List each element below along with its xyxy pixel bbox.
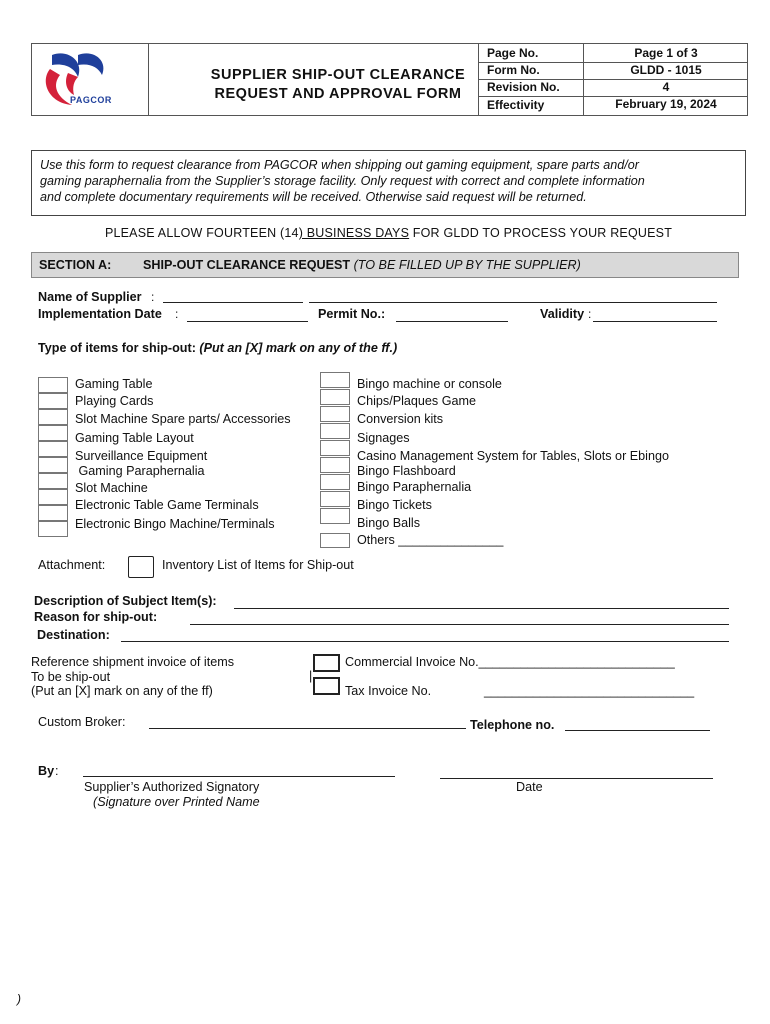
page-no-label: Page No. [487, 46, 539, 60]
checkbox-etg-terminals[interactable] [38, 489, 68, 505]
destination-label: Destination: [37, 628, 110, 642]
checkbox-playing-cards[interactable] [38, 393, 68, 409]
intro-line: Use this form to request clearance from PAGCOR when shipping out gaming equipment, spare parts and/or [40, 158, 639, 172]
checkbox-slot-spare-parts[interactable] [38, 409, 68, 425]
description-label: Description of Subject Item(s): [34, 594, 217, 608]
custom-broker-label: Custom Broker: [38, 715, 126, 729]
checkbox-bingo-balls[interactable] [320, 508, 350, 524]
checkbox-slot-machine[interactable] [38, 473, 68, 489]
item-label-gaming-paraphernalia: Gaming Paraphernalia [75, 464, 205, 478]
item-label-bingo-flashboard: Bingo Flashboard [357, 464, 456, 478]
supplier-name-field-cont[interactable] [309, 302, 717, 303]
page-no-value: Page 1 of 3 [634, 46, 698, 60]
attachment-text: Inventory List of Items for Ship-out [162, 558, 354, 572]
reason-label: Reason for ship-out: [34, 610, 158, 624]
item-label-table-layout: Gaming Table Layout [75, 431, 194, 445]
notice-underlined: ) BUSINESS DAYS [298, 226, 410, 240]
commercial-invoice-checkbox[interactable] [313, 654, 340, 672]
tax-invoice-checkbox[interactable] [313, 677, 340, 695]
checkbox-casino-mgmt[interactable] [320, 440, 350, 456]
item-label-chips-plaques: Chips/Plaques Game [357, 394, 477, 408]
attachment-label: Attachment: [38, 558, 106, 572]
item-type-note: (Put an [X] mark on any of the ff.) [195, 341, 398, 355]
tax-invoice-label: Tax Invoice No. [345, 684, 432, 698]
item-type-title: Type of items for ship-out: [38, 341, 196, 355]
checkbox-bingo-tickets[interactable] [320, 491, 350, 507]
destination-field[interactable] [121, 641, 729, 642]
checkbox-left-extra[interactable] [38, 521, 68, 537]
invoice-instruction: To be ship-out [31, 670, 111, 684]
header-table [31, 43, 748, 116]
supplier-name-label: Name of Supplier [38, 290, 142, 304]
field-colon: : [151, 290, 155, 304]
implementation-date-field[interactable] [187, 321, 308, 322]
supplier-name-field[interactable] [163, 302, 303, 303]
custom-broker-field[interactable] [149, 728, 466, 729]
section-a-note: (TO BE FILLED UP BY THE SUPPLIER) [350, 258, 581, 272]
checkbox-chips-plaques[interactable] [320, 389, 350, 405]
signature-note: (Signature over Printed Name [93, 795, 260, 809]
by-label: By [38, 764, 55, 778]
form-title [182, 66, 494, 104]
description-field[interactable] [234, 608, 729, 609]
item-label-bingo-machine: Bingo machine or console [357, 377, 502, 391]
item-label-bingo-balls: Bingo Balls [357, 516, 421, 530]
validity-label: Validity [540, 307, 585, 321]
section-a-title: SHIP-OUT CLEARANCE REQUEST [143, 258, 351, 272]
date-label: Date [516, 780, 543, 794]
item-label-signages: Signages [357, 431, 410, 445]
item-label-slot-spare-parts: Slot Machine Spare parts/ Accessories [75, 412, 291, 426]
item-label-bingo-tickets: Bingo Tickets [357, 498, 432, 512]
field-colon: : [588, 307, 592, 321]
item-label-playing-cards: Playing Cards [75, 394, 154, 408]
checkbox-others[interactable] [320, 533, 350, 548]
item-type-label [38, 341, 397, 355]
checkbox-signages[interactable] [320, 423, 350, 439]
commercial-invoice-label: Commercial Invoice No.____________________________ [345, 655, 675, 669]
item-label-gaming-table: Gaming Table [75, 377, 153, 391]
header-divider [148, 44, 149, 115]
checkbox-bingo-machine[interactable] [320, 372, 350, 388]
checkbox-bingo-paraphernalia[interactable] [320, 474, 350, 490]
permit-no-field[interactable] [396, 321, 508, 322]
telephone-field[interactable] [565, 730, 710, 731]
section-a-bar [31, 252, 739, 278]
item-label-surveillance: Surveillance Equipment [75, 449, 208, 463]
implementation-date-label: Implementation Date [38, 307, 162, 321]
item-label-conversion-kits: Conversion kits [357, 412, 444, 426]
notice-text: FOR GLDD TO PROCESS YOUR REQUEST [409, 226, 673, 240]
validity-field[interactable] [593, 321, 717, 322]
form-title-line1: SUPPLIER SHIP-OUT CLEARANCE [210, 67, 466, 83]
invoice-instruction: (Put an [X] mark on any of the ff) [31, 684, 213, 698]
form-no-label: Form No. [487, 63, 540, 77]
effectivity-label: Effectivity [487, 98, 545, 112]
permit-no-label: Permit No.: [318, 307, 386, 321]
form-no-value: GLDD - 1015 [630, 63, 702, 77]
item-label-others: Others _______________ [357, 533, 504, 547]
date-field[interactable] [440, 778, 713, 779]
revision-no-value: 4 [662, 80, 670, 94]
effectivity-value: February 19, 2024 [615, 97, 717, 111]
item-label-casino-mgmt: Casino Management System for Tables, Slots or Ebingo [357, 449, 669, 463]
checkbox-conversion-kits[interactable] [320, 406, 350, 422]
section-a-heading [143, 258, 581, 272]
checkbox-gaming-table[interactable] [38, 377, 68, 393]
checkbox-table-layout[interactable] [38, 425, 68, 441]
notice-text: PLEASE ALLOW FOURTEEN (14 [104, 226, 299, 240]
telephone-label: Telephone no. [470, 718, 555, 732]
intro-line: gaming paraphernalia from the Supplier’s storage facility. Only request with correct and complete information [40, 174, 645, 188]
by-colon: : [55, 764, 59, 778]
item-label-ebingo-terminals: Electronic Bingo Machine/Terminals [75, 517, 275, 531]
attachment-checkbox[interactable] [128, 556, 154, 578]
intro-box [31, 150, 746, 216]
checkbox-ebingo-terminals[interactable] [38, 505, 68, 521]
checkbox-surveillance[interactable] [38, 441, 68, 457]
checkbox-gaming-paraphernalia[interactable] [38, 457, 68, 473]
item-label-bingo-paraphernalia: Bingo Paraphernalia [357, 480, 472, 494]
section-a-label: SECTION A: [39, 258, 112, 272]
reason-field[interactable] [190, 624, 729, 625]
invoice-instruction: Reference shipment invoice of items [31, 655, 234, 669]
pagcor-logo [38, 47, 138, 111]
tax-invoice-field[interactable]: ______________________________ [484, 684, 695, 698]
form-title-line2: REQUEST AND APPROVAL FORM [214, 86, 462, 102]
revision-no-label: Revision No. [487, 80, 560, 94]
signature-field[interactable] [83, 776, 395, 777]
item-label-etg-terminals: Electronic Table Game Terminals [75, 498, 259, 512]
processing-notice [31, 226, 746, 240]
invoice-bracket: | [309, 669, 313, 683]
logo-text: PAGCOR [70, 95, 112, 105]
signatory-label: Supplier’s Authorized Signatory [84, 780, 260, 794]
checkbox-bingo-flashboard[interactable] [320, 457, 350, 473]
footer-mark: ) [17, 992, 21, 1006]
item-label-slot-machine: Slot Machine [75, 481, 148, 495]
intro-line: and complete documentary requirements will be received. Otherwise said request will be returned. [40, 190, 587, 204]
field-colon: : [175, 307, 179, 321]
